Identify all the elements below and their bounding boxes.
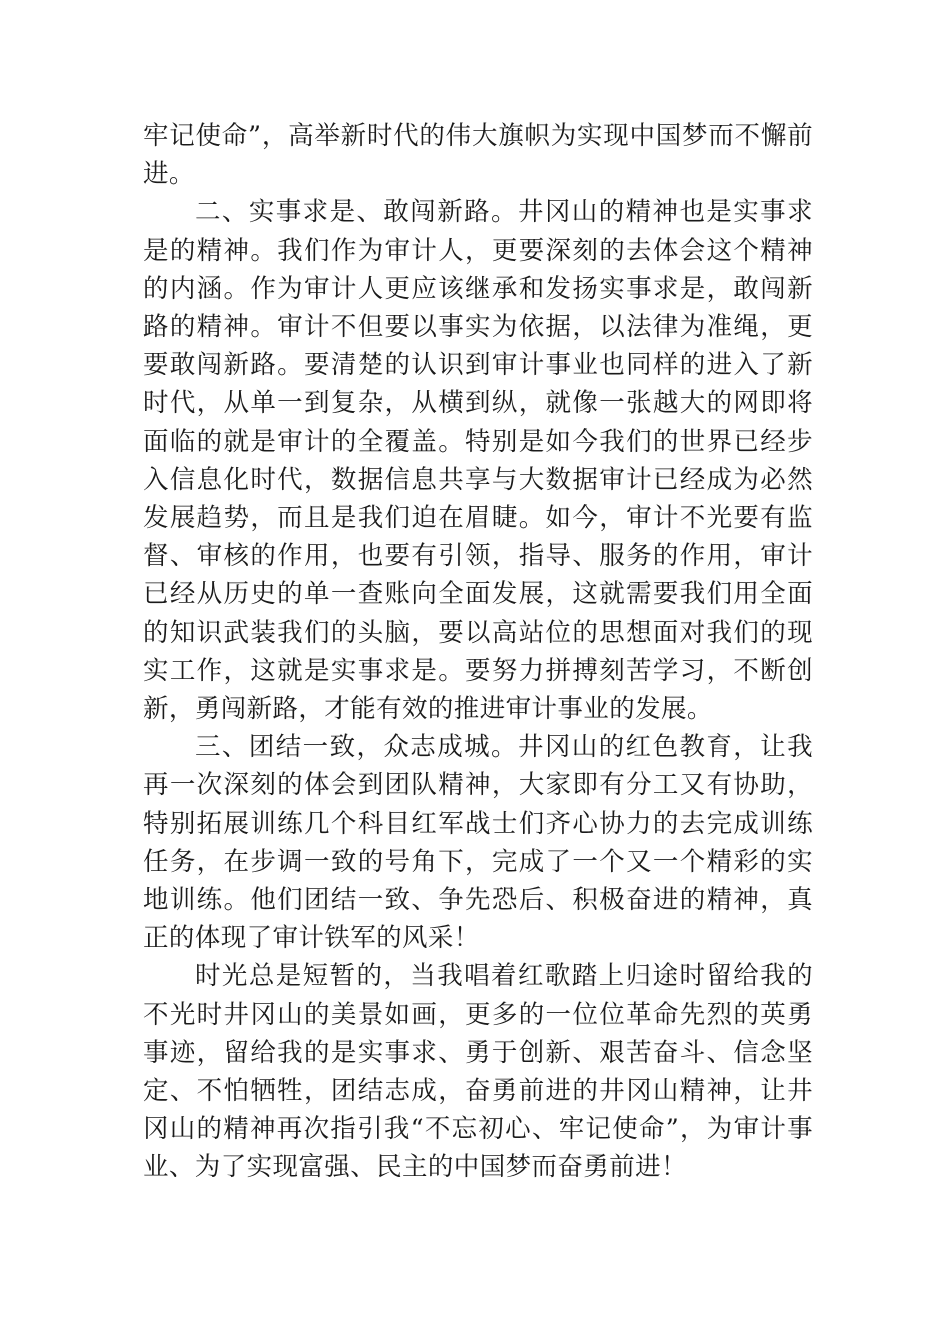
document-body <box>143 117 813 1187</box>
paragraph-conclusion: 时光总是短暂的，当我唱着红歌踏上归途时留给我的不光时井冈山的美景如画，更多的一位位革命先烈的英勇事迹，留给我的是实事求、勇于创新、艰苦奋斗、信念坚定、不怕牺牲，团结志成，奋勇前进的井冈山精神，让井冈山的精神再次指引我“不忘初心、牢记使命”，为审计事业、为了实现富强、民主的中国梦而奋勇前进！ <box>143 961 813 1183</box>
paragraph-continuation: 牢记使命”，高举新时代的伟大旗帜为实现中国梦而不懈前进。 <box>143 121 813 190</box>
paragraph-unity: 三、团结一致，众志成城。井冈山的红色教育，让我再一次深刻的体会到团队精神，大家即有分工又有协助，特别拓展训练几个科目红军战士们齐心协力的去完成训练任务，在步调一致的号角下，完成了一个又一个精彩的实地训练。他们团结一致、争先恐后、积极奋进的精神，真正的体现了审计铁军的风采！ <box>143 732 813 954</box>
paragraph-seek-truth: 二、实事求是、敢闯新路。井冈山的精神也是实事求是的精神。我们作为审计人，更要深刻的去体会这个精神的内涵。作为审计人更应该继承和发扬实事求是，敢闯新路的精神。审计不但要以事实为依据，以法律为准绳，更要敢闯新路。要清楚的认识到审计事业也同样的进入了新时代，从单一到复杂，从横到纵，就像一张越大的网即将面临的就是审计的全覆盖。特别是如今我们的世界已经步入信息化时代，数据信息共享与大数据审计已经成为必然发展趋势，而且是我们迫在眉睫。如今，审计不光要有监督、审核的作用，也要有引领，指导、服务的作用，审计已经从历史的单一查账向全面发展，这就需要我们用全面的知识武装我们的头脑，要以高站位的思想面对我们的现实工作，这就是实事求是。要努力拼搏刻苦学习，不断创新，勇闯新路，才能有效的推进审计事业的发展。 <box>143 197 813 725</box>
